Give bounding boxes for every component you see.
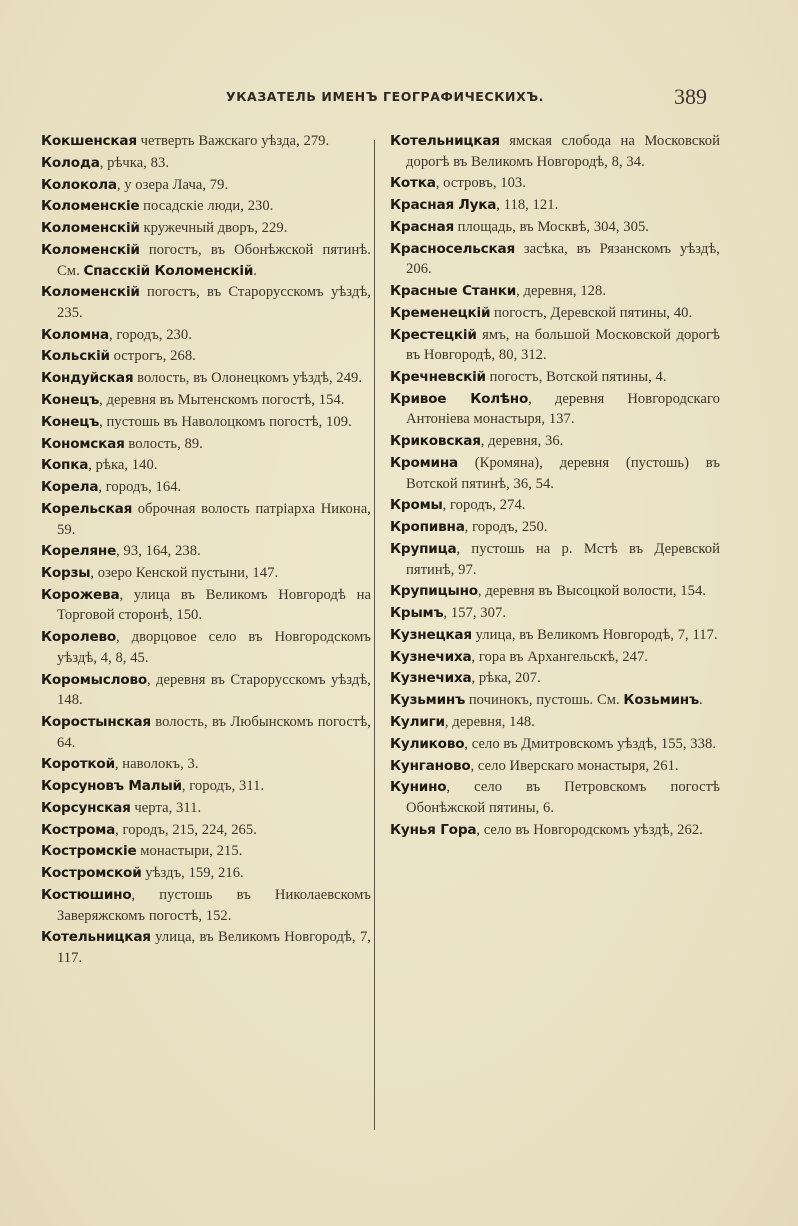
entry-text: , деревня въ Высоцкой волости, 154.	[477, 583, 706, 600]
entry-headword: Красные Станки	[390, 283, 517, 300]
entry-text: , городъ, 230.	[109, 326, 192, 343]
index-entry	[390, 820, 720, 841]
index-entry	[390, 325, 720, 366]
entry-headword: Кондуйская	[41, 370, 134, 387]
index-entry	[390, 647, 720, 668]
entry-headword: Короткой	[41, 756, 115, 773]
index-entry	[390, 539, 720, 580]
entry-headword: Красносельская	[390, 240, 516, 257]
entry-text: волость, 89.	[124, 435, 203, 452]
entry-text: острогъ, 268.	[109, 348, 196, 365]
entry-headword: Кокшенская	[41, 133, 137, 149]
index-entry	[390, 281, 720, 302]
index-entry	[41, 325, 371, 346]
entry-text: , село въ Новгородскомъ уѣздѣ, 262.	[476, 821, 703, 838]
index-entry	[390, 431, 720, 452]
entry-text: посадскіе люди, 230.	[139, 198, 274, 215]
entry-headword: Коромыслово	[41, 671, 148, 688]
entry-headword: Костюшино	[41, 887, 132, 904]
entry-headword: Котка	[390, 175, 436, 192]
entry-text: ямская слобода на Московской дорогѣ въ Великомъ Новгородѣ, 8, 34.	[406, 133, 720, 170]
entry-text: погостъ, Вотской пятины, 4.	[485, 369, 667, 386]
entry-headword: Кривое Колѣно	[390, 390, 529, 407]
entry-text: , у озера Лача, 79.	[116, 176, 229, 193]
index-entry	[390, 625, 720, 646]
entry-headword: Кунино	[390, 779, 447, 796]
entry-text: уѣздъ, 159, 216.	[141, 865, 244, 882]
column-divider	[374, 140, 375, 1130]
entry-text: , пустошь на р. Мстѣ въ Деревской пятинѣ, 97.	[406, 540, 720, 578]
entry-text: (Кромяна), деревня (пустошь) въ Вотской пятинѣ, 36, 54.	[406, 454, 720, 492]
entry-text: улица, въ Великомъ Новгородѣ, 7, 117.	[471, 626, 718, 643]
entry-text-after: .	[253, 262, 257, 279]
index-entry	[41, 585, 371, 626]
index-entry	[41, 885, 371, 926]
index-entry	[390, 389, 720, 430]
entry-headword: Котельницкая	[41, 929, 151, 946]
entry-headword: Коломенскій	[41, 284, 140, 301]
entry-headword: Корзы	[41, 565, 91, 582]
entry-headword: Кузьминъ	[390, 692, 466, 709]
entry-text: , островъ, 103.	[435, 175, 526, 192]
entry-headword: Конецъ	[41, 413, 100, 430]
entry-cross-reference: Спасскій Коломенскій	[83, 262, 254, 279]
index-entry	[41, 153, 371, 174]
entry-headword: Кромина	[390, 454, 458, 471]
entry-text: , пустошь въ Николаевскомъ Заверяжскомъ погостѣ, 152.	[57, 887, 371, 924]
entry-headword: Колода	[41, 154, 100, 171]
entry-text: , рѣчка, 83.	[99, 154, 170, 171]
entry-text: , городъ, 250.	[464, 519, 548, 536]
index-entry	[41, 927, 371, 968]
entry-headword: Корельская	[41, 500, 133, 517]
index-entry	[41, 499, 371, 540]
entry-text: черта, 311.	[130, 799, 202, 816]
index-entry	[390, 690, 720, 711]
index-column-right	[390, 131, 720, 841]
entry-headword: Кузнечиха	[390, 670, 472, 687]
entry-text-after: .	[699, 692, 703, 709]
entry-text: , село въ Дмитровскомъ уѣздѣ, 155, 338.	[464, 735, 717, 752]
index-entry	[41, 282, 371, 323]
entry-headword: Кузнецкая	[390, 626, 472, 643]
index-entry	[41, 218, 371, 239]
index-entry	[390, 495, 720, 516]
entry-text: волость, въ Любынскомъ погостѣ, 64.	[57, 713, 371, 751]
entry-headword: Кунганово	[390, 757, 471, 774]
index-column-left	[41, 131, 371, 970]
index-entry	[390, 195, 720, 216]
index-entry	[390, 453, 720, 494]
entry-headword: Корсунская	[41, 799, 131, 816]
entry-text: , городъ, 164.	[98, 479, 182, 496]
entry-text: погостъ, въ Обонѣжской пятинѣ. См.	[57, 241, 371, 279]
entry-text: , 118, 121.	[496, 197, 559, 214]
entry-headword: Кромы	[390, 497, 443, 514]
entry-text: волость, въ Олонецкомъ уѣздѣ, 249.	[133, 370, 363, 387]
entry-headword: Коростынская	[41, 713, 151, 730]
entry-text: улица, въ Великомъ Новгородѣ, 7, 117.	[57, 929, 371, 966]
index-entry	[41, 368, 371, 389]
entry-text: , село въ Петровскомъ погостѣ Обонѣжской пятины, 6.	[406, 779, 720, 816]
entry-text: починокъ, пустошь. См.	[465, 692, 624, 709]
entry-headword: Коломенскій	[41, 241, 140, 258]
entry-text: , село Иверскаго монастыря, 261.	[470, 757, 679, 774]
entry-headword: Крупицыно	[390, 583, 478, 600]
index-entry	[41, 712, 371, 753]
entry-headword: Кулиги	[390, 713, 445, 730]
entry-text: , 93, 164, 238.	[116, 543, 201, 560]
entry-headword: Корела	[41, 479, 99, 496]
entry-text: , улица въ Великомъ Новгородѣ на Торговой сторонѣ, 150.	[57, 586, 371, 624]
entry-text: четверть Важскаго уѣзда, 279.	[136, 133, 330, 149]
entry-text: , наволокъ, 3.	[114, 756, 199, 773]
index-entry	[41, 798, 371, 819]
entry-headword: Колокола	[41, 176, 117, 193]
index-entry	[390, 668, 720, 689]
entry-text: , гора въ Архангельскѣ, 247.	[471, 648, 649, 665]
index-entry	[41, 841, 371, 862]
index-entry	[390, 734, 720, 755]
entry-text: , озеро Кенской пустыни, 147.	[90, 565, 279, 582]
index-entry	[41, 776, 371, 797]
index-entry	[41, 563, 371, 584]
entry-headword: Котельницкая	[390, 133, 500, 149]
entry-text: , деревня въ Старорусскомъ уѣздѣ, 148.	[57, 671, 371, 709]
index-entry	[41, 434, 371, 455]
running-title: УКАЗАТЕЛЬ ИМЕНЪ ГЕОГРАФИЧЕСКИХЪ.	[226, 89, 545, 104]
index-entry	[41, 240, 371, 281]
index-entry	[41, 754, 371, 775]
entry-headword: Коломенскій	[41, 220, 140, 237]
entry-text: , городъ, 311.	[181, 778, 265, 795]
index-entry	[41, 412, 371, 433]
entry-text: , деревня въ Мытенскомъ погостѣ, 154.	[99, 392, 345, 408]
entry-text: , 157, 307.	[443, 605, 507, 622]
entry-headword: Крупица	[390, 540, 457, 557]
index-entry	[41, 346, 371, 367]
entry-headword: Коломна	[41, 326, 110, 343]
entry-text: , дворцовое село въ Новгородскомъ уѣздѣ, 4, 8, 45.	[57, 629, 371, 666]
index-entry	[41, 477, 371, 498]
entry-text: , деревня, 148.	[444, 713, 535, 730]
index-entry	[390, 712, 720, 733]
entry-headword: Коломенскіе	[41, 198, 140, 215]
entry-headword: Кропивна	[390, 519, 465, 536]
entry-headword: Костромскіе	[41, 843, 137, 860]
index-entry	[390, 517, 720, 538]
entry-cross-reference: Козьминъ	[623, 692, 700, 709]
entry-headword: Кострома	[41, 821, 116, 838]
entry-headword: Кунья Гора	[390, 821, 477, 838]
page-number: 389	[674, 84, 707, 109]
index-entry	[41, 131, 371, 152]
entry-headword: Корожева	[41, 586, 120, 603]
index-entry	[390, 217, 720, 238]
index-entry	[41, 670, 371, 711]
page-header	[40, 86, 710, 110]
index-entry	[41, 455, 371, 476]
index-entry	[41, 196, 371, 217]
index-entry	[41, 820, 371, 841]
index-entry	[41, 863, 371, 884]
entry-text: , рѣка, 140.	[88, 457, 158, 474]
entry-headword: Копка	[41, 457, 89, 474]
entry-text: , пустошь въ Наволоцкомъ погостѣ, 109.	[99, 413, 352, 430]
index-entry	[41, 541, 371, 562]
entry-text: , рѣка, 207.	[471, 670, 541, 687]
entry-text: оброчная волость патріарха Никона, 59.	[57, 500, 371, 538]
entry-text: ямъ, на большой Московской дорогѣ въ Новгородѣ, 80, 312.	[406, 326, 720, 364]
index-entry	[390, 777, 720, 818]
entry-headword: Корсуновъ Малый	[41, 778, 182, 795]
index-entry	[390, 367, 720, 388]
entry-text: площадь, въ Москвѣ, 304, 305.	[453, 218, 649, 235]
entry-headword: Кореляне	[41, 543, 117, 560]
index-entry	[390, 603, 720, 624]
entry-headword: Кономская	[41, 435, 125, 452]
entry-headword: Красная	[390, 218, 454, 235]
entry-text: засѣка, въ Рязанскомъ уѣздѣ, 206.	[406, 240, 720, 278]
entry-headword: Кольскій	[41, 348, 110, 365]
entry-text: , городъ, 274.	[442, 497, 526, 514]
entry-text: , городъ, 215, 224, 265.	[115, 821, 257, 838]
entry-headword: Конецъ	[41, 392, 100, 408]
entry-text: , деревня Новгородскаго Антоніева монастыря, 137.	[406, 390, 720, 428]
index-entry	[390, 756, 720, 777]
entry-text: , деревня, 36.	[480, 433, 564, 450]
index-entry	[41, 175, 371, 196]
index-entry	[390, 131, 720, 172]
entry-headword: Криковская	[390, 433, 481, 450]
entry-text: кружечный дворъ, 229.	[139, 220, 288, 237]
entry-headword: Крымъ	[390, 605, 444, 622]
index-entry	[41, 627, 371, 668]
entry-text: погостъ, Деревской пятины, 40.	[490, 304, 693, 321]
index-entry	[390, 173, 720, 194]
entry-headword: Королево	[41, 629, 117, 646]
entry-headword: Кузнечиха	[390, 648, 472, 665]
entry-text: погостъ, въ Старорусскомъ уѣздѣ, 235.	[57, 284, 371, 321]
index-entry	[390, 239, 720, 280]
entry-headword: Крестецкій	[390, 326, 477, 343]
entry-headword: Костромской	[41, 865, 142, 882]
entry-text: , деревня, 128.	[516, 283, 607, 300]
index-entry	[390, 581, 720, 602]
index-entry	[41, 390, 371, 411]
entry-headword: Кременецкій	[390, 304, 491, 321]
entry-headword: Красная Лука	[390, 197, 497, 214]
entry-headword: Кречневскій	[390, 369, 486, 386]
entry-headword: Куликово	[390, 735, 465, 752]
index-entry	[390, 303, 720, 324]
entry-text: монастыри, 215.	[136, 843, 243, 860]
